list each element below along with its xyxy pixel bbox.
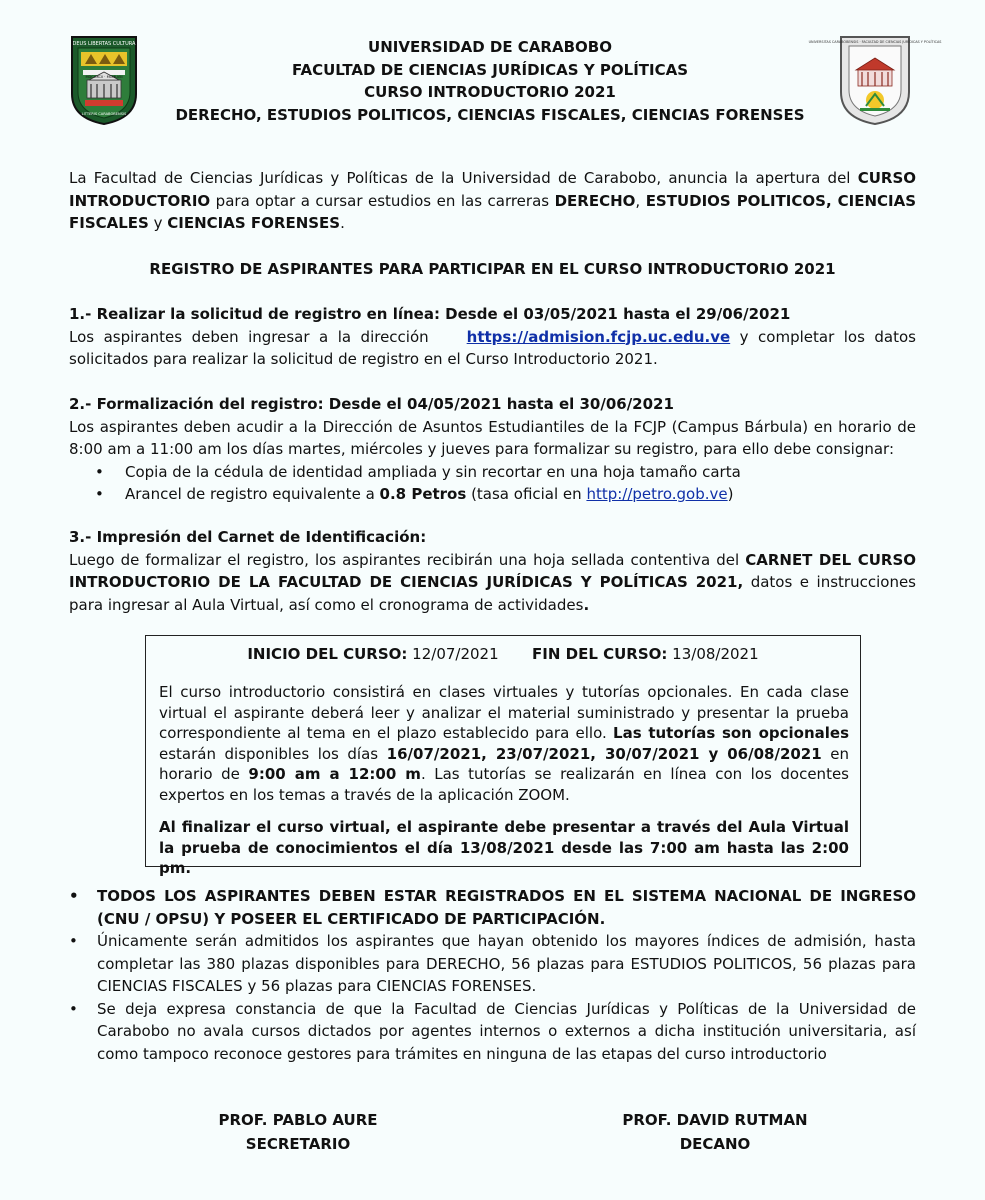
intro-bold: DERECHO: [554, 191, 636, 210]
list-item: • Se deja expresa constancia de que la Facultad de Ciencias Jurídicas y Políticas de la Universidad de Carabobo no avala cursos dictados por agentes internos o externos a dicha institución universitaria, así como tampoco reconoce gestores para trámites en ninguna de las etapas del curso introductorio: [69, 998, 916, 1066]
course-text: . Las tutorías se realizarán en línea con los docentes expertos en los temas a través de la aplicación ZOOM.: [159, 765, 849, 804]
intro-bold: CIENCIAS FORENSES: [167, 214, 341, 232]
step-3-section: [69, 526, 916, 616]
intro-text: .: [340, 214, 345, 232]
header-course: CURSO INTRODUCTORIO 2021: [364, 83, 616, 101]
course-bold: Las tutorías son opcionales: [613, 724, 849, 742]
step-1-text-part: y completar los datos solicitados para realizar la solicitud de registro en el Curso Introductorio 2021.: [69, 327, 916, 368]
course-description: [159, 682, 849, 805]
step-3-text-part: Luego de formalizar el registro, los aspirantes recibirán una hoja sellada contentiva del: [69, 550, 746, 569]
list-item-text: ): [727, 485, 734, 503]
dean-title: DECANO: [679, 1135, 751, 1153]
petro-link[interactable]: http://petro.gob.ve: [586, 485, 728, 503]
university-crest-logo: [69, 34, 139, 126]
step-3-heading: 3.- Impresión del Carnet de Identificación:: [69, 528, 427, 546]
course-text: El curso introductorio consistirá en clases virtuales y tutorías opcionales. En cada clase virtual el aspirante deberá leer y analizar el material suministrado y presentar la prueba correspondiente al tema en el plazo establecido para ello.: [159, 683, 849, 742]
signature-secretary: [178, 1108, 418, 1156]
header-university: UNIVERSIDAD DE CARABOBO: [368, 38, 612, 56]
step-3-text: [69, 549, 916, 617]
seal-text: UNIVERSITAS CARABOBENSIS · FACULTAD DE CIENCIAS JURÍDICAS Y POLÍTICAS: [808, 40, 942, 44]
end-date: 13/08/2021: [667, 645, 759, 663]
start-date: 12/07/2021: [407, 645, 499, 663]
crest-bottom-text: LITTERIS CARABOBENSIS: [81, 112, 127, 116]
list-item: • Únicamente serán admitidos los aspirantes que hayan obtenido los mayores índices de admisión, hasta completar las 380 plazas disponibles para DERECHO, 56 plazas para ESTUDIOS POLITICOS, 56 plazas para CIENCIAS FISCALES y 56 plazas para CIENCIAS FORENSES.: [69, 930, 916, 998]
crest-motto-text: DEUS LIBERTAS CULTURA: [72, 41, 136, 47]
step-3-bold: CARNET DEL CURSO INTRODUCTORIO DE LA FACULTAD DE CIENCIAS JURÍDICAS Y POLÍTICAS 2021,: [69, 550, 916, 591]
document-header: [150, 36, 830, 126]
intro-text: para optar a cursar estudios en las carreras: [210, 191, 555, 210]
course-info-box: [145, 635, 861, 877]
step-1-text-part: Los aspirantes deben ingresar a la dirección: [69, 327, 439, 346]
admision-link[interactable]: https://admision.fcjp.uc.edu.ve: [466, 327, 731, 346]
signature-dean: [595, 1108, 835, 1156]
secretary-name: PROF. PABLO AURE: [218, 1111, 378, 1129]
list-item: [69, 483, 916, 506]
step-3-text-part: datos e instrucciones para ingresar al Aula Virtual, así como el cronograma de actividades: [69, 573, 916, 614]
step-2-text: Los aspirantes deben acudir a la Dirección de Asuntos Estudiantiles de la FCJP (Campus Bárbula) en horario de 8:00 am a 11:00 am los días martes, miércoles y jueves para formalizar su registro, para ello debe consignar:: [69, 417, 916, 458]
intro-text: ,: [635, 191, 646, 210]
list-item-bold: 0.8 Petros: [379, 485, 467, 503]
start-label: INICIO DEL CURSO:: [247, 645, 408, 663]
step-1-text: [69, 326, 916, 371]
course-text: estarán disponibles los días: [159, 744, 387, 763]
registro-title: REGISTRO DE ASPIRANTES PARA PARTICIPAR EN EL CURSO INTRODUCTORIO 2021: [149, 260, 836, 278]
intro-bold: CURSO INTRODUCTORIO: [69, 169, 916, 210]
intro-bold: ESTUDIOS POLITICOS, CIENCIAS FISCALES: [69, 191, 916, 232]
end-label: FIN DEL CURSO:: [532, 645, 668, 663]
course-dates: [146, 644, 860, 665]
list-item-text: Arancel de registro equivalente a: [125, 485, 380, 503]
step-1-section: [69, 303, 916, 371]
crest-years-text: MDCCXCII · MCMLVIII: [85, 75, 123, 79]
step-3-bold: .: [583, 595, 590, 614]
notes-section: [69, 885, 916, 1065]
course-text: en horario de: [159, 744, 849, 783]
header-faculty: FACULTAD DE CIENCIAS JURÍDICAS Y POLÍTICAS: [291, 60, 689, 79]
step-2-heading: 2.- Formalización del registro: Desde el 04/05/2021 hasta el 30/06/2021: [69, 395, 674, 413]
list-item: • Copia de la cédula de identidad ampliada y sin recortar en una hoja tamaño carta: [69, 461, 916, 484]
step-2-requirements: [69, 461, 916, 506]
list-item-text: (tasa oficial en: [466, 485, 587, 503]
secretary-title: SECRETARIO: [245, 1135, 351, 1153]
intro-text: La Facultad de Ciencias Jurídicas y Políticas de la Universidad de Carabobo, anuncia la apertura del: [69, 169, 858, 187]
list-item: • TODOS LOS ASPIRANTES DEBEN ESTAR REGISTRADOS EN EL SISTEMA NACIONAL DE INGRESO (CNU / OPSU) Y POSEER EL CERTIFICADO DE PARTICIPACIÓN.: [69, 885, 916, 930]
step-1-heading: 1.- Realizar la solicitud de registro en línea: Desde el 03/05/2021 hasta el 29/06/2021: [69, 305, 791, 323]
course-exam-note: Al finalizar el curso virtual, el aspirante debe presentar a través del Aula Virtual la prueba de conocimientos el día 13/08/2021 desde las 7:00 am hasta las 2:00 pm.: [159, 818, 849, 877]
course-bold: 9:00 am a 12:00 m: [248, 765, 421, 783]
faculty-seal-logo: [808, 34, 942, 126]
course-bold: 16/07/2021, 23/07/2021, 30/07/2021 y 06/08/2021: [386, 744, 822, 763]
step-2-section: [69, 393, 916, 506]
header-careers: DERECHO, ESTUDIOS POLITICOS, CIENCIAS FISCALES, CIENCIAS FORENSES: [175, 105, 805, 124]
intro-paragraph: [69, 167, 916, 235]
dean-name: PROF. DAVID RUTMAN: [622, 1111, 808, 1129]
intro-text: y: [148, 214, 168, 232]
notes-list: [69, 885, 916, 1065]
